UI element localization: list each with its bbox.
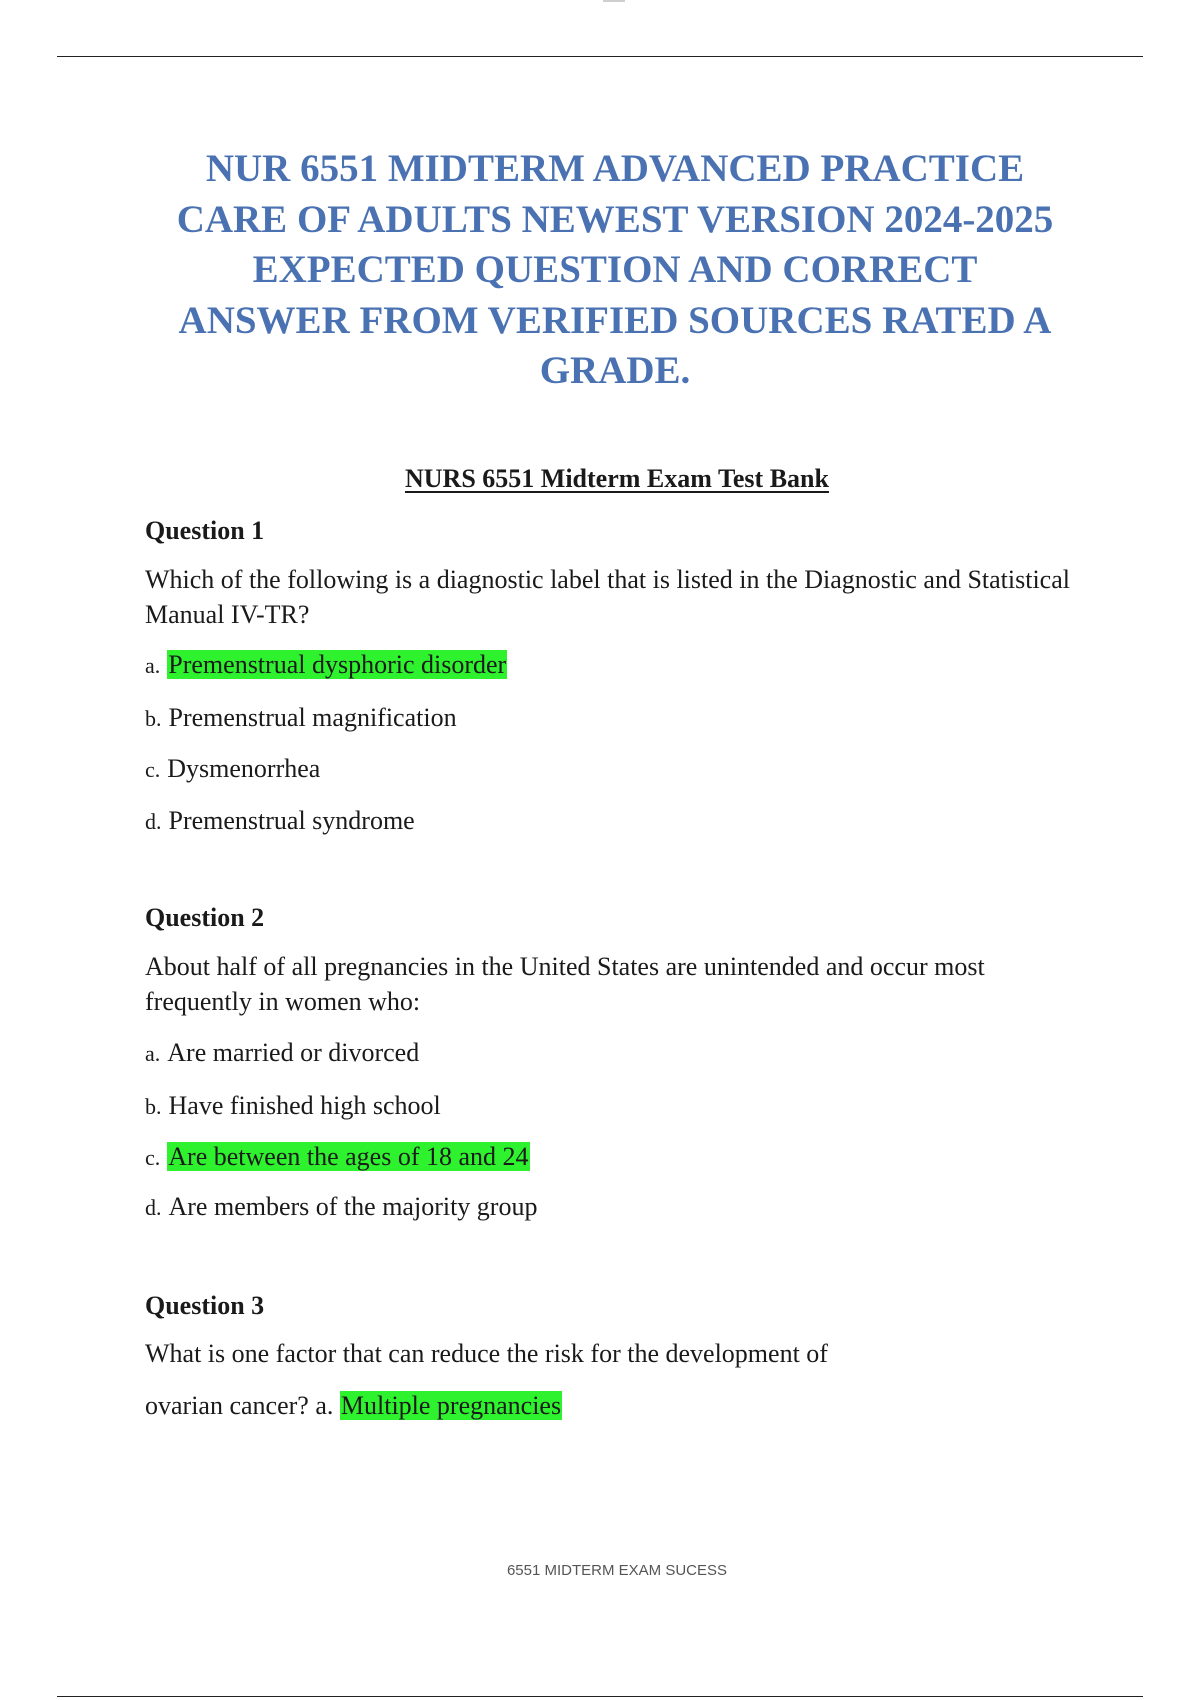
question-1-text: Which of the following is a diagnostic label that is listed in the Diagnostic and Statistical Manual IV-TR? (145, 565, 1070, 629)
question-2-label: Question 2 (145, 903, 265, 932)
question-2-option-d (145, 1190, 537, 1225)
question-3-label: Question 3 (145, 1291, 265, 1320)
option-letter: a. (145, 653, 161, 678)
option-text-correct-answer: Are between the ages of 18 and 24 (168, 1142, 529, 1171)
option-text: Premenstrual magnification (168, 703, 457, 732)
option-letter: b. (145, 706, 162, 731)
footer-rule (57, 1696, 1143, 1697)
option-letter: d. (145, 1195, 162, 1220)
document-title: NUR 6551 MIDTERM ADVANCED PRACTICE CARE OF ADULTS NEWEST VERSION 2024-2025 EXPECTED QUESTION AND CORRECT ANSWER FROM VERIFIED SOURCES RATED A GRADE. (176, 147, 1054, 392)
option-letter: c. (145, 757, 161, 782)
option-text: Are married or divorced (167, 1038, 420, 1067)
question-1-label: Question 1 (145, 516, 265, 545)
section-heading-text: NURS 6551 Midterm Exam Test Bank (405, 464, 829, 493)
option-text-correct-answer: Premenstrual dysphoric disorder (168, 650, 507, 679)
question-1-option-b (145, 701, 457, 736)
question-2-option-b (145, 1089, 441, 1124)
option-letter: d. (145, 809, 162, 834)
question-3-text-line-1: What is one factor that can reduce the risk for the development of (145, 1339, 828, 1368)
header-rule (57, 56, 1143, 57)
question-1-option-c (145, 752, 320, 787)
page-top-marker (603, 0, 625, 2)
option-text: Have finished high school (168, 1091, 441, 1120)
question-1-option-a (145, 648, 507, 683)
option-letter: a. (145, 1041, 161, 1066)
question-3-prompt-end: ovarian cancer? a. (145, 1391, 334, 1420)
question-2-option-a (145, 1036, 419, 1071)
option-text: Dysmenorrhea (167, 754, 321, 783)
question-2-text: About half of all pregnancies in the United States are unintended and occur most frequently in women who: (145, 952, 985, 1016)
question-1-option-d (145, 804, 415, 839)
page-footer: 6551 MIDTERM EXAM SUCESS (506, 1562, 728, 1579)
option-letter: c. (145, 1145, 161, 1170)
option-letter: b. (145, 1094, 162, 1119)
question-2-option-c (145, 1140, 530, 1175)
option-text: Premenstrual syndrome (168, 806, 415, 835)
question-3-correct-answer: Multiple pregnancies (340, 1391, 562, 1420)
section-heading (0, 462, 1200, 496)
option-text: Are members of the majority group (168, 1192, 538, 1221)
question-3-text-line-2 (145, 1389, 562, 1423)
